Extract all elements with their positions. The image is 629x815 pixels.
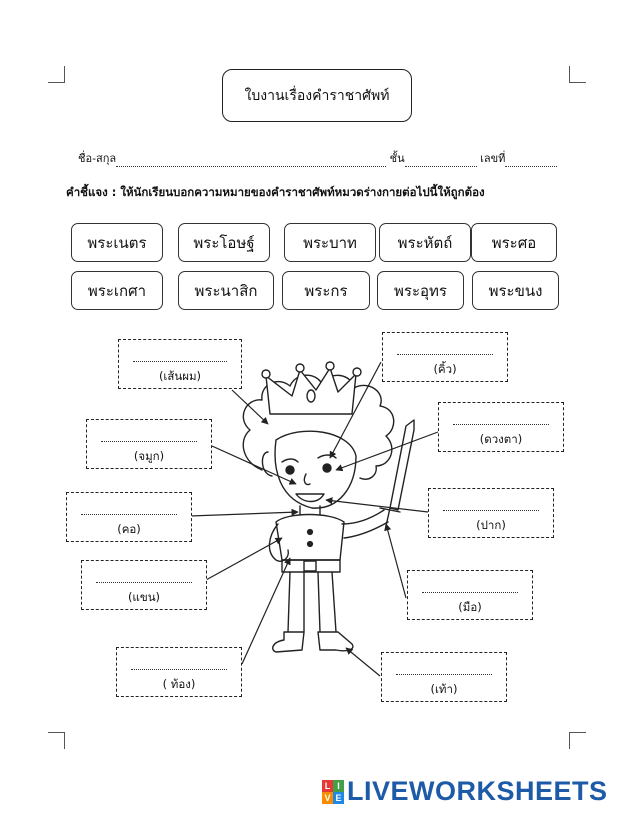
answer-line[interactable]: [443, 510, 539, 511]
answer-line[interactable]: [96, 582, 192, 583]
instruction-text: คำชี้แจง : ให้นักเรียนบอกความหมายของคำราชาศัพท์หมวดร่างกายต่อไปนี้ให้ถูกต้อง: [66, 185, 485, 199]
answer-box-nose[interactable]: [86, 419, 212, 469]
answer-line[interactable]: [131, 669, 227, 670]
answer-hint: (เท้า): [430, 682, 458, 696]
answer-hint: (แขน): [127, 590, 161, 604]
crown-shape: [266, 368, 356, 414]
word-bank-item[interactable]: พระบาท: [284, 223, 376, 262]
answer-box-mouth[interactable]: [428, 488, 554, 538]
answer-line[interactable]: [453, 424, 549, 425]
answer-box-arm[interactable]: [81, 560, 207, 610]
word-bank-item[interactable]: พระหัตถ์: [379, 223, 471, 262]
answer-box-belly[interactable]: [116, 647, 242, 697]
answer-box-eyebrow[interactable]: [382, 332, 508, 382]
class-label: ชั้น: [389, 152, 405, 165]
answer-box-hand[interactable]: [407, 570, 533, 620]
logo-letter-i: I: [333, 780, 344, 792]
answer-box-eyes[interactable]: [438, 402, 564, 452]
liveworksheets-logo[interactable]: [322, 776, 608, 807]
logo-letter-v: V: [322, 792, 333, 804]
answer-hint: (คิ้ว): [433, 362, 457, 376]
answer-hint: ( ท้อง): [162, 677, 196, 691]
word-bank-item[interactable]: พระขนง: [472, 271, 559, 310]
worksheet-title: ใบงานเรื่องคำราชาศัพท์: [244, 87, 390, 104]
word-bank-item[interactable]: พระศอ: [471, 223, 557, 262]
answer-box-hair[interactable]: [118, 339, 242, 389]
torso-shape: [276, 515, 344, 561]
number-label: เลขที่: [480, 152, 506, 165]
answer-line[interactable]: [422, 592, 518, 593]
word-bank-item[interactable]: พระโอษฐ์: [178, 223, 270, 262]
liveworksheets-logo-text: LIVEWORKSHEETS: [347, 776, 608, 806]
answer-hint: (คอ): [117, 522, 141, 536]
answer-hint: (มือ): [458, 600, 482, 614]
answer-line[interactable]: [101, 441, 197, 442]
logo-letter-e: E: [333, 792, 344, 804]
answer-hint: (เส้นผม): [158, 369, 202, 383]
word-bank-item[interactable]: พระอุทร: [377, 271, 464, 310]
liveworksheets-logo-icon: [322, 780, 344, 804]
word-bank-item[interactable]: พระนาสิก: [178, 271, 274, 310]
word-bank-item[interactable]: พระกร: [282, 271, 370, 310]
answer-line[interactable]: [133, 361, 227, 362]
answer-box-neck[interactable]: [66, 492, 192, 542]
answer-line[interactable]: [81, 514, 177, 515]
answer-line[interactable]: [397, 354, 493, 355]
sword-shape: [390, 420, 414, 510]
name-label: ชื่อ-สกุล: [78, 152, 117, 165]
answer-box-foot[interactable]: [381, 652, 507, 702]
answer-line[interactable]: [396, 674, 492, 675]
answer-hint: (ดวงตา): [479, 432, 523, 446]
answer-hint: (จมูก): [133, 449, 165, 463]
answer-hint: (ปาก): [476, 518, 506, 532]
logo-letter-l: L: [322, 780, 333, 792]
word-bank-item[interactable]: พระเนตร: [71, 223, 163, 262]
word-bank-item[interactable]: พระเกศา: [71, 271, 163, 310]
